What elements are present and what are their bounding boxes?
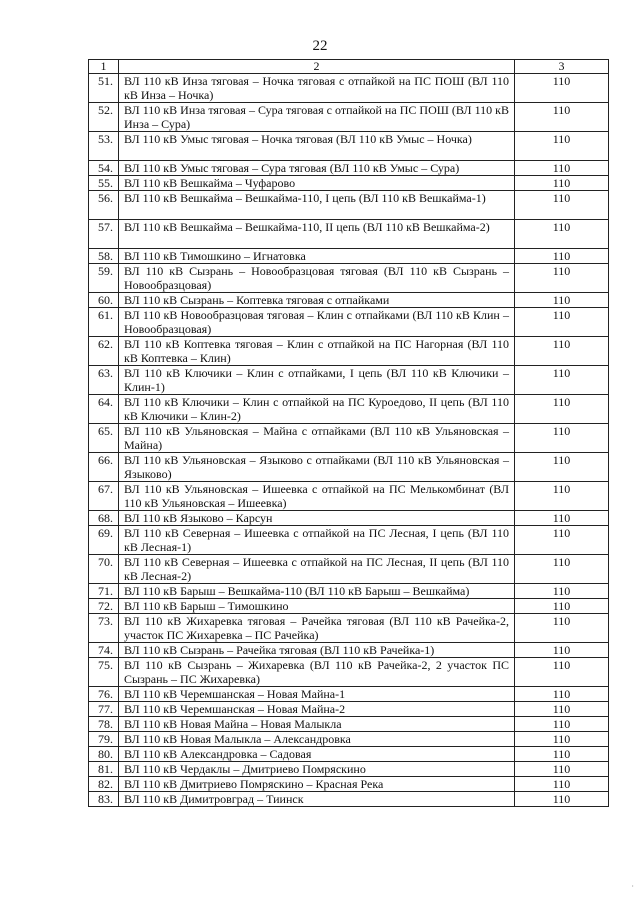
- row-number: 82.: [89, 777, 119, 792]
- table-row: [89, 762, 609, 777]
- row-voltage: 110: [515, 762, 609, 777]
- table-row: [89, 176, 609, 191]
- row-voltage: 110: [515, 792, 609, 807]
- row-number: 59.: [89, 264, 119, 293]
- row-line-name: ВЛ 110 кВ Коптевка тяговая – Клин с отпайкой на ПС Нагорная (ВЛ 110 кВ Коптевка – Клин): [119, 337, 515, 366]
- table-row: [89, 792, 609, 807]
- row-voltage: 110: [515, 424, 609, 453]
- row-number: 81.: [89, 762, 119, 777]
- row-line-name: ВЛ 110 кВ Ключики – Клин с отпайками, I цепь (ВЛ 110 кВ Ключики – Клин-1): [119, 366, 515, 395]
- row-line-name: ВЛ 110 кВ Ульяновская – Майна с отпайками (ВЛ 110 кВ Ульяновская – Майна): [119, 424, 515, 453]
- column-header-name: 2: [119, 60, 515, 74]
- row-line-name: ВЛ 110 кВ Тимошкино – Игнатовка: [119, 249, 515, 264]
- row-line-name: ВЛ 110 кВ Сызрань – Коптевка тяговая с отпайками: [119, 293, 515, 308]
- table-row: [89, 643, 609, 658]
- table-row: [89, 584, 609, 599]
- row-number: 70.: [89, 555, 119, 584]
- row-voltage: 110: [515, 191, 609, 220]
- row-line-name: ВЛ 110 кВ Чердаклы – Дмитриево Помряскино: [119, 762, 515, 777]
- table-row: [89, 191, 609, 220]
- row-voltage: 110: [515, 777, 609, 792]
- row-voltage: 110: [515, 717, 609, 732]
- row-line-name: ВЛ 110 кВ Новая Майна – Новая Малыкла: [119, 717, 515, 732]
- row-voltage: 110: [515, 702, 609, 717]
- row-number: 73.: [89, 614, 119, 643]
- row-number: 55.: [89, 176, 119, 191]
- table-row: [89, 777, 609, 792]
- row-line-name: ВЛ 110 кВ Северная – Ишеевка с отпайкой на ПС Лесная, II цепь (ВЛ 110 кВ Лесная-2): [119, 555, 515, 584]
- table-row: [89, 702, 609, 717]
- row-voltage: 110: [515, 366, 609, 395]
- row-line-name: ВЛ 110 кВ Инза тяговая – Ночка тяговая с отпайкой на ПС ПОШ (ВЛ 110 кВ Инза – Ночка): [119, 74, 515, 103]
- row-voltage: 110: [515, 687, 609, 702]
- row-number: 62.: [89, 337, 119, 366]
- row-line-name: ВЛ 110 кВ Северная – Ишеевка с отпайкой на ПС Лесная, I цепь (ВЛ 110 кВ Лесная-1): [119, 526, 515, 555]
- row-number: 72.: [89, 599, 119, 614]
- row-number: 76.: [89, 687, 119, 702]
- table-row: [89, 747, 609, 762]
- row-voltage: 110: [515, 599, 609, 614]
- row-line-name: ВЛ 110 кВ Барыш – Тимошкино: [119, 599, 515, 614]
- table-row: [89, 732, 609, 747]
- row-voltage: 110: [515, 732, 609, 747]
- row-voltage: 110: [515, 176, 609, 191]
- table-header-row: [89, 60, 609, 74]
- table-body: [89, 74, 609, 807]
- row-number: 80.: [89, 747, 119, 762]
- row-number: 67.: [89, 482, 119, 511]
- row-line-name: ВЛ 110 кВ Александровка – Садовая: [119, 747, 515, 762]
- table-row: [89, 161, 609, 176]
- row-line-name: ВЛ 110 кВ Ульяновская – Языково с отпайками (ВЛ 110 кВ Ульяновская – Языково): [119, 453, 515, 482]
- row-line-name: ВЛ 110 кВ Сызрань – Жихаревка (ВЛ 110 кВ Рачейка-2, 2 участок ПС Сызрань – ПС Жихаревка): [119, 658, 515, 687]
- row-voltage: 110: [515, 555, 609, 584]
- table-row: [89, 453, 609, 482]
- row-line-name: ВЛ 110 кВ Димитровград – Тиинск: [119, 792, 515, 807]
- row-voltage: 110: [515, 453, 609, 482]
- row-voltage: 110: [515, 161, 609, 176]
- table-row: [89, 511, 609, 526]
- row-number: 54.: [89, 161, 119, 176]
- column-header-voltage: 3: [515, 60, 609, 74]
- row-line-name: ВЛ 110 кВ Дмитриево Помряскино – Красная Река: [119, 777, 515, 792]
- row-line-name: ВЛ 110 кВ Черемшанская – Новая Майна-1: [119, 687, 515, 702]
- page-number: 22: [312, 38, 328, 54]
- table-row: [89, 599, 609, 614]
- row-line-name: ВЛ 110 кВ Вешкайма – Чуфарово: [119, 176, 515, 191]
- row-voltage: 110: [515, 584, 609, 599]
- row-voltage: 110: [515, 249, 609, 264]
- row-number: 65.: [89, 424, 119, 453]
- table-row: [89, 249, 609, 264]
- row-voltage: 110: [515, 103, 609, 132]
- row-line-name: ВЛ 110 кВ Черемшанская – Новая Майна-2: [119, 702, 515, 717]
- row-line-name: ВЛ 110 кВ Вешкайма – Вешкайма-110, II цепь (ВЛ 110 кВ Вешкайма-2): [119, 220, 515, 249]
- row-line-name: ВЛ 110 кВ Умыс тяговая – Сура тяговая (ВЛ 110 кВ Умыс – Сура): [119, 161, 515, 176]
- row-voltage: 110: [515, 337, 609, 366]
- table-row: [89, 424, 609, 453]
- row-number: 63.: [89, 366, 119, 395]
- row-line-name: ВЛ 110 кВ Сызрань – Рачейка тяговая (ВЛ 110 кВ Рачейка-1): [119, 643, 515, 658]
- row-number: 51.: [89, 74, 119, 103]
- row-number: 79.: [89, 732, 119, 747]
- row-number: 56.: [89, 191, 119, 220]
- row-number: 83.: [89, 792, 119, 807]
- table-row: [89, 658, 609, 687]
- row-number: 64.: [89, 395, 119, 424]
- row-number: 74.: [89, 643, 119, 658]
- row-line-name: ВЛ 110 кВ Жихаревка тяговая – Рачейка тяговая (ВЛ 110 кВ Рачейка-2, участок ПС Жихаревка – ПС Рачейка): [119, 614, 515, 643]
- table-row: [89, 74, 609, 103]
- scan-mark: ·: [631, 882, 634, 891]
- row-line-name: ВЛ 110 кВ Новообразцовая тяговая – Клин с отпайками (ВЛ 110 кВ Клин – Новообразцовая): [119, 308, 515, 337]
- row-voltage: 110: [515, 395, 609, 424]
- row-line-name: ВЛ 110 кВ Сызрань – Новообразцовая тяговая (ВЛ 110 кВ Сызрань – Новообразцовая): [119, 264, 515, 293]
- table-row: [89, 717, 609, 732]
- table-row: [89, 555, 609, 584]
- row-number: 61.: [89, 308, 119, 337]
- row-voltage: 110: [515, 293, 609, 308]
- row-number: 58.: [89, 249, 119, 264]
- table-row: [89, 366, 609, 395]
- row-voltage: 110: [515, 482, 609, 511]
- table-row: [89, 220, 609, 249]
- row-line-name: ВЛ 110 кВ Ключики – Клин с отпайкой на ПС Куроедово, II цепь (ВЛ 110 кВ Ключики – Клин-2): [119, 395, 515, 424]
- row-line-name: ВЛ 110 кВ Языково – Карсун: [119, 511, 515, 526]
- row-number: 57.: [89, 220, 119, 249]
- row-number: 66.: [89, 453, 119, 482]
- table-row: [89, 395, 609, 424]
- row-line-name: ВЛ 110 кВ Вешкайма – Вешкайма-110, I цепь (ВЛ 110 кВ Вешкайма-1): [119, 191, 515, 220]
- row-number: 60.: [89, 293, 119, 308]
- row-voltage: 110: [515, 264, 609, 293]
- row-number: 75.: [89, 658, 119, 687]
- table-row: [89, 687, 609, 702]
- table-row: [89, 337, 609, 366]
- table-row: [89, 103, 609, 132]
- row-line-name: ВЛ 110 кВ Барыш – Вешкайма-110 (ВЛ 110 кВ Барыш – Вешкайма): [119, 584, 515, 599]
- table-row: [89, 132, 609, 161]
- row-line-name: ВЛ 110 кВ Умыс тяговая – Ночка тяговая (ВЛ 110 кВ Умыс – Ночка): [119, 132, 515, 161]
- table-row: [89, 526, 609, 555]
- table-row: [89, 293, 609, 308]
- row-voltage: 110: [515, 643, 609, 658]
- row-voltage: 110: [515, 526, 609, 555]
- row-voltage: 110: [515, 220, 609, 249]
- lines-table: [88, 59, 609, 807]
- table-row: [89, 264, 609, 293]
- row-number: 69.: [89, 526, 119, 555]
- row-number: 68.: [89, 511, 119, 526]
- row-line-name: ВЛ 110 кВ Инза тяговая – Сура тяговая с отпайкой на ПС ПОШ (ВЛ 110 кВ Инза – Сура): [119, 103, 515, 132]
- row-line-name: ВЛ 110 кВ Новая Малыкла – Александровка: [119, 732, 515, 747]
- row-line-name: ВЛ 110 кВ Ульяновская – Ишеевка с отпайкой на ПС Мелькомбинат (ВЛ 110 кВ Ульяновская – Ишеевка): [119, 482, 515, 511]
- row-voltage: 110: [515, 614, 609, 643]
- row-voltage: 110: [515, 74, 609, 103]
- row-voltage: 110: [515, 747, 609, 762]
- row-number: 78.: [89, 717, 119, 732]
- row-number: 52.: [89, 103, 119, 132]
- row-voltage: 110: [515, 132, 609, 161]
- table-row: [89, 308, 609, 337]
- row-number: 53.: [89, 132, 119, 161]
- table-row: [89, 614, 609, 643]
- row-number: 77.: [89, 702, 119, 717]
- row-voltage: 110: [515, 511, 609, 526]
- row-voltage: 110: [515, 658, 609, 687]
- row-number: 71.: [89, 584, 119, 599]
- table-row: [89, 482, 609, 511]
- column-header-number: 1: [89, 60, 119, 74]
- row-voltage: 110: [515, 308, 609, 337]
